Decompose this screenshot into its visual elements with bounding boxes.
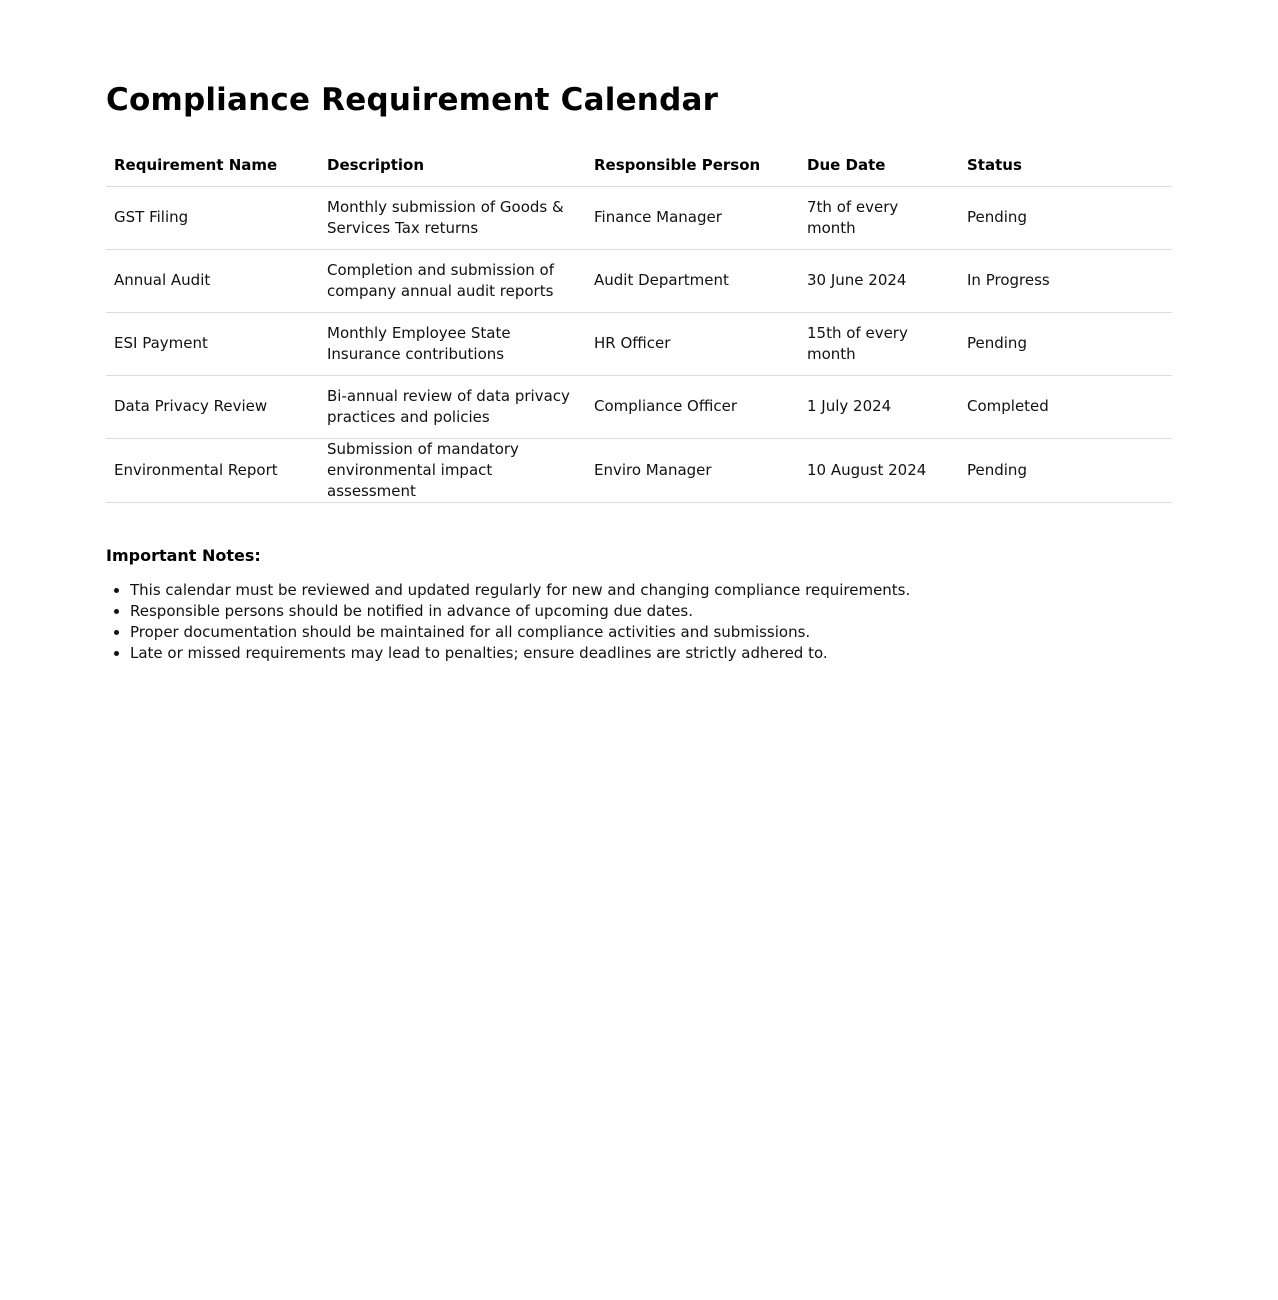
- notes-heading: Important Notes:: [106, 545, 261, 565]
- cell-description: Completion and submission of company annual audit reports: [319, 249, 586, 312]
- cell-requirement-name: Annual Audit: [106, 249, 319, 312]
- cell-due-date: 1 July 2024: [799, 375, 959, 438]
- cell-due-date: 7th of every month: [799, 186, 959, 249]
- cell-requirement-name: ESI Payment: [106, 312, 319, 375]
- document-page: [106, 78, 1172, 664]
- cell-description: Monthly Employee State Insurance contributions: [319, 312, 586, 375]
- cell-due-date: 15th of every month: [799, 312, 959, 375]
- cell-responsible-person: HR Officer: [586, 312, 799, 375]
- table-row: [106, 186, 1172, 249]
- cell-requirement-name: Environmental Report: [106, 438, 319, 502]
- notes-list: [106, 580, 1172, 664]
- cell-status: Completed: [959, 375, 1172, 438]
- list-item: • This calendar must be reviewed and updated regularly for new and changing compliance requirements.: [130, 580, 1172, 601]
- cell-requirement-name: GST Filing: [106, 186, 319, 249]
- cell-responsible-person: Audit Department: [586, 249, 799, 312]
- cell-description: Monthly submission of Goods & Services Tax returns: [319, 186, 586, 249]
- header-responsible-person: Responsible Person: [586, 156, 799, 186]
- cell-status: Pending: [959, 438, 1172, 502]
- table-row: [106, 438, 1172, 502]
- header-due-date: Due Date: [799, 156, 959, 186]
- compliance-table: [106, 156, 1172, 503]
- cell-description: Bi-annual review of data privacy practices and policies: [319, 375, 586, 438]
- page-title: Compliance Requirement Calendar: [106, 82, 719, 118]
- header-requirement-name: Requirement Name: [106, 156, 319, 186]
- table-row: [106, 249, 1172, 312]
- cell-due-date: 10 August 2024: [799, 438, 959, 502]
- table-row: [106, 375, 1172, 438]
- list-item: • Proper documentation should be maintained for all compliance activities and submissions.: [130, 622, 1172, 643]
- cell-description: Submission of mandatory environmental impact assessment: [319, 438, 586, 502]
- header-status: Status: [959, 156, 1172, 186]
- cell-status: In Progress: [959, 249, 1172, 312]
- cell-responsible-person: Finance Manager: [586, 186, 799, 249]
- cell-responsible-person: Compliance Officer: [586, 375, 799, 438]
- table-header-row: [106, 156, 1172, 186]
- important-notes-section: [106, 544, 1172, 664]
- cell-status: Pending: [959, 312, 1172, 375]
- list-item: • Responsible persons should be notified in advance of upcoming due dates.: [130, 601, 1172, 622]
- cell-due-date: 30 June 2024: [799, 249, 959, 312]
- cell-responsible-person: Enviro Manager: [586, 438, 799, 502]
- cell-status: Pending: [959, 186, 1172, 249]
- table-row: [106, 312, 1172, 375]
- header-description: Description: [319, 156, 586, 186]
- list-item: • Late or missed requirements may lead to penalties; ensure deadlines are strictly adhered to.: [130, 643, 1172, 664]
- cell-requirement-name: Data Privacy Review: [106, 375, 319, 438]
